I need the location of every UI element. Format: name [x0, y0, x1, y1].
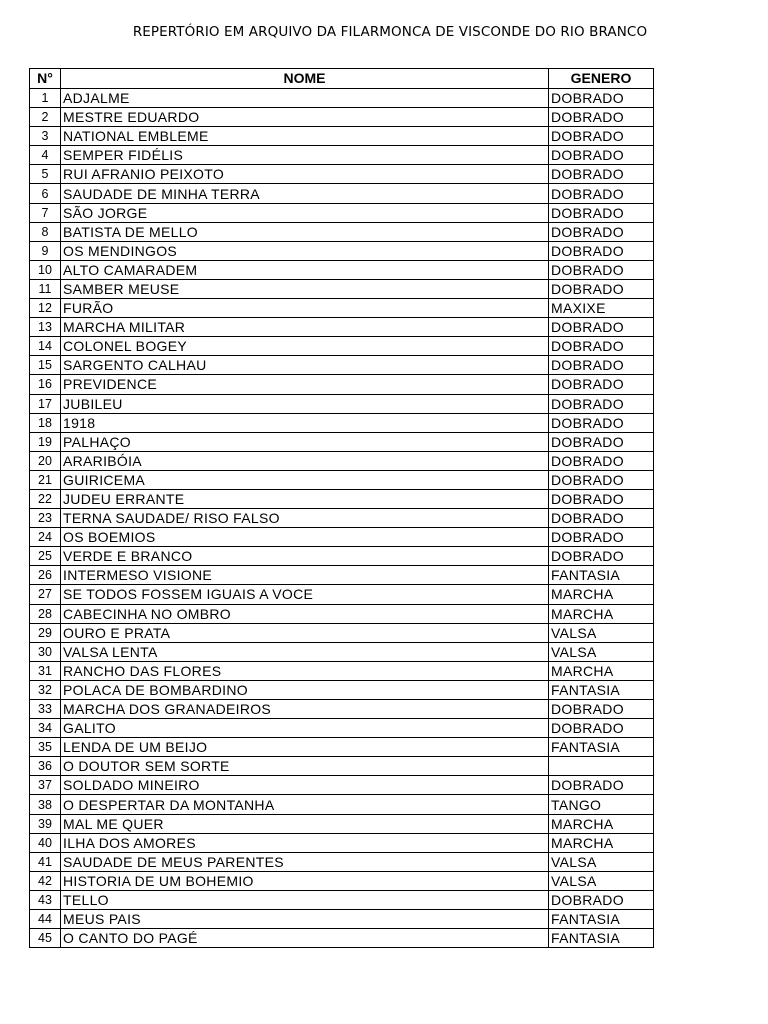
row-genre: DOBRADO	[549, 318, 654, 337]
row-number: 11	[30, 279, 61, 298]
row-genre: DOBRADO	[549, 470, 654, 489]
row-genre: FANTASIA	[549, 566, 654, 585]
row-number: 34	[30, 719, 61, 738]
row-name: MAL ME QUER	[61, 814, 549, 833]
row-number: 28	[30, 604, 61, 623]
row-genre: TANGO	[549, 795, 654, 814]
header-number: N°	[30, 69, 61, 89]
row-name: JUBILEU	[61, 394, 549, 413]
row-name: PREVIDENCE	[61, 375, 549, 394]
table-row	[30, 661, 654, 680]
row-genre: DOBRADO	[549, 279, 654, 298]
row-number: 30	[30, 642, 61, 661]
table-row	[30, 623, 654, 642]
row-number: 18	[30, 413, 61, 432]
row-number: 38	[30, 795, 61, 814]
row-number: 37	[30, 776, 61, 795]
table-row	[30, 757, 654, 776]
row-name: GALITO	[61, 719, 549, 738]
row-name: SAUDADE DE MINHA TERRA	[61, 184, 549, 203]
row-name: OS MENDINGOS	[61, 241, 549, 260]
table-row	[30, 795, 654, 814]
row-number: 33	[30, 700, 61, 719]
table-row	[30, 318, 654, 337]
row-number: 1	[30, 89, 61, 108]
row-name: SE TODOS FOSSEM IGUAIS A VOCE	[61, 585, 549, 604]
row-name: SÃO JORGE	[61, 203, 549, 222]
row-genre: DOBRADO	[549, 509, 654, 528]
row-genre: MARCHA	[549, 661, 654, 680]
table-row	[30, 394, 654, 413]
row-name: CABECINHA NO OMBRO	[61, 604, 549, 623]
row-genre: DOBRADO	[549, 890, 654, 909]
row-genre: VALSA	[549, 871, 654, 890]
row-name: JUDEU ERRANTE	[61, 489, 549, 508]
table-row	[30, 871, 654, 890]
row-name: GUIRICEMA	[61, 470, 549, 489]
row-genre: FANTASIA	[549, 929, 654, 948]
row-number: 23	[30, 509, 61, 528]
table-row	[30, 89, 654, 108]
row-number: 10	[30, 260, 61, 279]
table-row	[30, 547, 654, 566]
row-genre: VALSA	[549, 852, 654, 871]
row-name: INTERMESO VISIONE	[61, 566, 549, 585]
header-genre: GENERO	[549, 69, 654, 89]
row-name: HISTORIA DE UM BOHEMIO	[61, 871, 549, 890]
table-row	[30, 890, 654, 909]
row-number: 21	[30, 470, 61, 489]
row-name: FURÃO	[61, 299, 549, 318]
row-name: NATIONAL EMBLEME	[61, 127, 549, 146]
header-name: NOME	[61, 69, 549, 89]
row-genre: MAXIXE	[549, 299, 654, 318]
row-number: 22	[30, 489, 61, 508]
row-genre: DOBRADO	[549, 719, 654, 738]
row-genre: DOBRADO	[549, 127, 654, 146]
row-name: MARCHA MILITAR	[61, 318, 549, 337]
row-name: SAUDADE DE MEUS PARENTES	[61, 852, 549, 871]
row-genre: DOBRADO	[549, 146, 654, 165]
table-row	[30, 203, 654, 222]
row-number: 5	[30, 165, 61, 184]
document-title: REPERTÓRIO EM ARQUIVO DA FILARMONCA DE VISCONDE DO RIO BRANCO	[132, 24, 648, 40]
table-row	[30, 642, 654, 661]
table-row	[30, 604, 654, 623]
row-name: O DOUTOR SEM SORTE	[61, 757, 549, 776]
row-name: ARARIBÓIA	[61, 451, 549, 470]
table-row	[30, 719, 654, 738]
table-row	[30, 910, 654, 929]
row-number: 15	[30, 356, 61, 375]
table-row	[30, 241, 654, 260]
row-name: SAMBER MEUSE	[61, 279, 549, 298]
row-number: 31	[30, 661, 61, 680]
row-number: 19	[30, 432, 61, 451]
table-row	[30, 432, 654, 451]
row-genre: DOBRADO	[549, 700, 654, 719]
table-row	[30, 146, 654, 165]
row-number: 36	[30, 757, 61, 776]
table-row	[30, 222, 654, 241]
row-number: 26	[30, 566, 61, 585]
table-row	[30, 413, 654, 432]
row-number: 2	[30, 108, 61, 127]
row-name: COLONEL BOGEY	[61, 337, 549, 356]
table-row	[30, 833, 654, 852]
row-genre: DOBRADO	[549, 394, 654, 413]
row-genre: DOBRADO	[549, 432, 654, 451]
row-genre: DOBRADO	[549, 89, 654, 108]
row-number: 7	[30, 203, 61, 222]
row-name: O DESPERTAR DA MONTANHA	[61, 795, 549, 814]
row-number: 41	[30, 852, 61, 871]
row-number: 39	[30, 814, 61, 833]
row-genre: DOBRADO	[549, 356, 654, 375]
row-genre: MARCHA	[549, 604, 654, 623]
row-name: 1918	[61, 413, 549, 432]
repertoire-table	[29, 68, 654, 948]
row-number: 16	[30, 375, 61, 394]
row-name: MESTRE EDUARDO	[61, 108, 549, 127]
row-genre: DOBRADO	[549, 776, 654, 795]
table-row	[30, 337, 654, 356]
row-genre: DOBRADO	[549, 203, 654, 222]
row-name: VALSA LENTA	[61, 642, 549, 661]
row-name: O CANTO DO PAGÉ	[61, 929, 549, 948]
row-genre: VALSA	[549, 642, 654, 661]
table-row	[30, 184, 654, 203]
row-number: 32	[30, 680, 61, 699]
row-genre: MARCHA	[549, 585, 654, 604]
row-name: OURO E PRATA	[61, 623, 549, 642]
row-name: LENDA DE UM BEIJO	[61, 738, 549, 757]
row-number: 45	[30, 929, 61, 948]
row-genre: DOBRADO	[549, 165, 654, 184]
row-number: 24	[30, 528, 61, 547]
table-row	[30, 451, 654, 470]
row-genre: DOBRADO	[549, 184, 654, 203]
table-row	[30, 108, 654, 127]
row-name: ADJALME	[61, 89, 549, 108]
row-genre: DOBRADO	[549, 337, 654, 356]
row-name: VERDE E BRANCO	[61, 547, 549, 566]
row-name: TERNA SAUDADE/ RISO FALSO	[61, 509, 549, 528]
row-genre: FANTASIA	[549, 738, 654, 757]
table-row	[30, 375, 654, 394]
table-row	[30, 127, 654, 146]
row-name: RUI AFRANIO PEIXOTO	[61, 165, 549, 184]
row-number: 14	[30, 337, 61, 356]
table-row	[30, 470, 654, 489]
row-genre: DOBRADO	[549, 222, 654, 241]
row-name: SARGENTO CALHAU	[61, 356, 549, 375]
row-name: ALTO CAMARADEM	[61, 260, 549, 279]
row-name: SOLDADO MINEIRO	[61, 776, 549, 795]
row-genre: DOBRADO	[549, 413, 654, 432]
row-number: 9	[30, 241, 61, 260]
row-number: 43	[30, 890, 61, 909]
row-genre: MARCHA	[549, 833, 654, 852]
table-row	[30, 356, 654, 375]
table-row	[30, 489, 654, 508]
row-number: 40	[30, 833, 61, 852]
row-name: POLACA DE BOMBARDINO	[61, 680, 549, 699]
row-name: OS BOEMIOS	[61, 528, 549, 547]
table-header-row	[30, 69, 654, 89]
row-genre: DOBRADO	[549, 260, 654, 279]
row-genre: MARCHA	[549, 814, 654, 833]
table-row	[30, 700, 654, 719]
row-genre: VALSA	[549, 623, 654, 642]
row-name: PALHAÇO	[61, 432, 549, 451]
row-genre: DOBRADO	[549, 241, 654, 260]
table-row	[30, 165, 654, 184]
row-genre: FANTASIA	[549, 910, 654, 929]
table-row	[30, 776, 654, 795]
table-row	[30, 680, 654, 699]
table-row	[30, 528, 654, 547]
table-row	[30, 738, 654, 757]
row-genre: DOBRADO	[549, 108, 654, 127]
row-number: 6	[30, 184, 61, 203]
table-row	[30, 260, 654, 279]
row-genre: FANTASIA	[549, 680, 654, 699]
row-number: 29	[30, 623, 61, 642]
row-number: 17	[30, 394, 61, 413]
row-number: 20	[30, 451, 61, 470]
row-name: BATISTA DE MELLO	[61, 222, 549, 241]
row-name: SEMPER FIDÉLIS	[61, 146, 549, 165]
row-genre: DOBRADO	[549, 451, 654, 470]
table-row	[30, 279, 654, 298]
row-genre	[549, 757, 654, 776]
row-number: 12	[30, 299, 61, 318]
row-name: MEUS PAIS	[61, 910, 549, 929]
table-row	[30, 814, 654, 833]
row-number: 27	[30, 585, 61, 604]
table-row	[30, 929, 654, 948]
table-row	[30, 852, 654, 871]
row-number: 44	[30, 910, 61, 929]
row-number: 25	[30, 547, 61, 566]
row-name: ILHA DOS AMORES	[61, 833, 549, 852]
row-genre: DOBRADO	[549, 489, 654, 508]
table-row	[30, 509, 654, 528]
row-genre: DOBRADO	[549, 375, 654, 394]
row-number: 42	[30, 871, 61, 890]
table-row	[30, 566, 654, 585]
row-number: 4	[30, 146, 61, 165]
row-number: 13	[30, 318, 61, 337]
table-row	[30, 299, 654, 318]
row-number: 35	[30, 738, 61, 757]
row-genre: DOBRADO	[549, 547, 654, 566]
row-number: 3	[30, 127, 61, 146]
table-row	[30, 585, 654, 604]
row-name: RANCHO DAS FLORES	[61, 661, 549, 680]
row-genre: DOBRADO	[549, 528, 654, 547]
row-name: TELLO	[61, 890, 549, 909]
row-number: 8	[30, 222, 61, 241]
row-name: MARCHA DOS GRANADEIROS	[61, 700, 549, 719]
